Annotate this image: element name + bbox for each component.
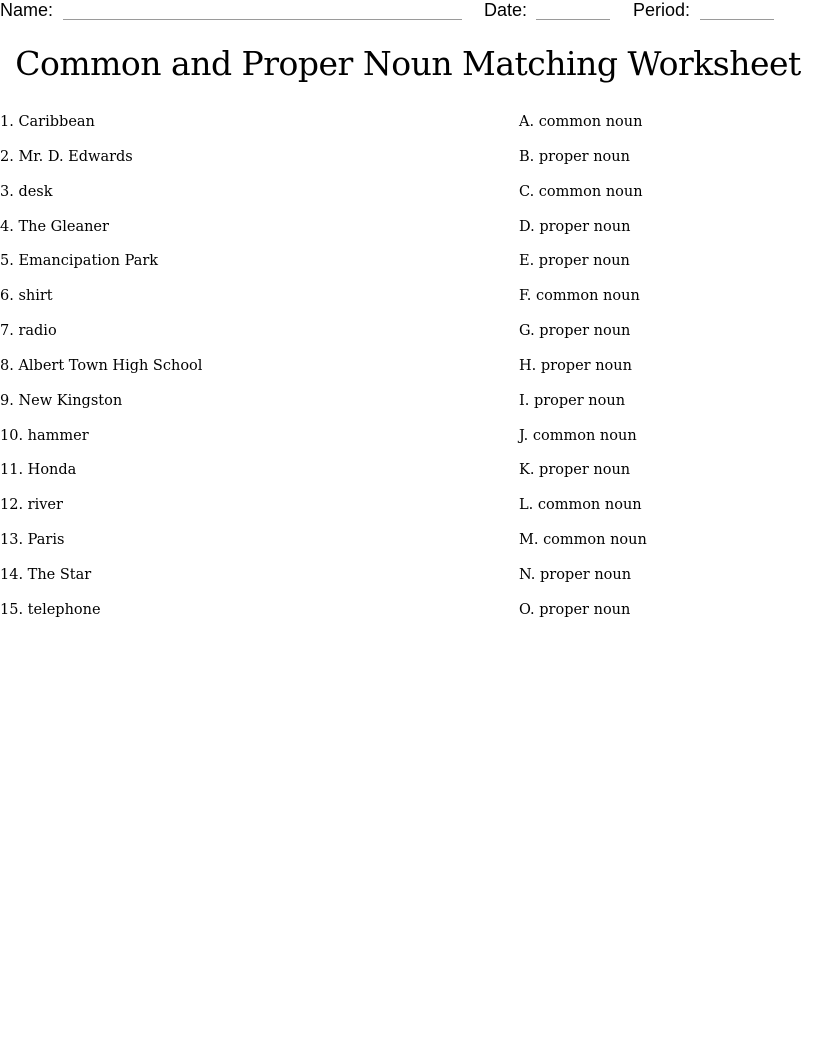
list-item [0,391,816,426]
choice-text: K. proper noun [519,462,631,479]
period-field[interactable] [700,19,774,20]
choice-text: M. common noun [519,532,647,549]
date-field[interactable] [536,19,610,20]
choice-text: F. common noun [519,288,640,305]
term-text: 10. hammer [0,427,89,444]
list-item [0,251,816,286]
term-text: 3. desk [0,183,53,200]
choice-text: G. proper noun [519,323,631,340]
choice-text: E. proper noun [519,253,630,270]
list-item [0,112,816,147]
list-item [0,495,816,530]
choice-text: A. common noun [519,114,643,130]
list-item [0,460,816,495]
list-item [0,286,816,321]
term-text: 11. Honda [0,462,77,479]
list-item [0,182,816,217]
list-item [0,600,816,635]
name-field[interactable] [63,19,462,20]
term-text: 2. Mr. D. Edwards [0,148,133,165]
choice-text: H. proper noun [519,357,632,374]
term-text: 9. New Kingston [0,392,123,409]
term-text: 5. Emancipation Park [0,253,159,270]
term-text: 13. Paris [0,532,65,549]
term-text: 4. The Gleaner [0,218,109,235]
term-text: 7. radio [0,323,57,340]
term-text: 15. telephone [0,601,101,618]
term-text: 6. shirt [0,288,53,305]
choice-text: B. proper noun [519,148,630,165]
worksheet-header [0,0,816,24]
term-text: 12. river [0,497,63,514]
choice-text: D. proper noun [519,218,631,235]
date-label: Date: [484,0,528,20]
choice-text: I. proper noun [519,392,626,409]
matching-list [0,112,816,635]
term-text: 14. The Star [0,566,92,583]
list-item [0,217,816,252]
list-item [0,356,816,391]
term-text: 8. Albert Town High School [0,357,203,374]
list-item [0,321,816,356]
list-item [0,147,816,182]
list-item [0,426,816,461]
choice-text: O. proper noun [519,601,631,618]
choice-text: N. proper noun [519,566,632,583]
choice-text: C. common noun [519,183,643,200]
list-item [0,565,816,600]
term-text: 1. Caribbean [0,114,95,130]
worksheet-title: Common and Proper Noun Matching Worksheet [15,44,801,83]
choice-text: J. common noun [519,427,637,444]
choice-text: L. common noun [519,497,642,514]
list-item [0,530,816,565]
period-label: Period: [633,0,691,20]
name-label: Name: [0,0,54,20]
